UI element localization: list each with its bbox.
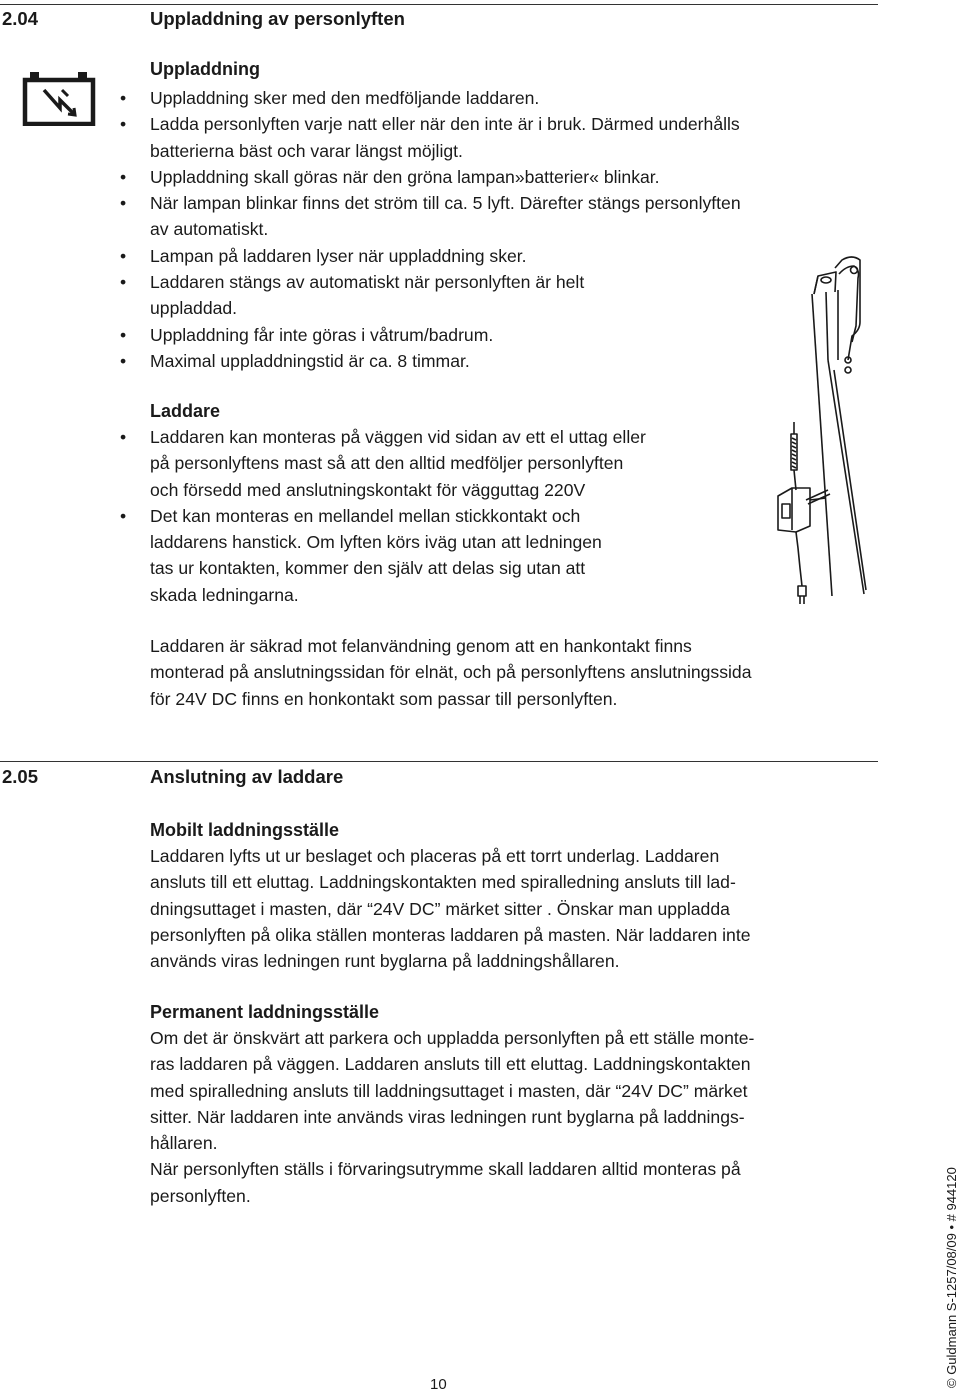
paragraph-line: ansluts till ett eluttag. Laddningskontakten med spiralledning ansluts till lad-	[150, 872, 736, 893]
bullet-icon: •	[120, 193, 127, 214]
permanent-paragraph	[150, 1025, 754, 1209]
laddare-heading: Laddare	[150, 401, 221, 421]
section-title-205: Anslutning av laddare	[150, 766, 344, 787]
bullet-icon: •	[120, 166, 127, 187]
paragraph-line: Laddaren lyfts ut ur beslaget och placeras på ett torrt underlag. Laddaren	[150, 846, 720, 866]
paragraph-line: med spiralledning ansluts till laddningsuttaget i masten, där “24V DC” märket	[150, 1080, 748, 1101]
list-item-line: batterierna bäst och varar längst möjligt.	[150, 140, 463, 161]
bullet-icon: •	[120, 272, 127, 293]
list-item-line: Lampan på laddaren lyser när uppladdning sker.	[150, 245, 527, 266]
list-item-line: tas ur kontakten, kommer den själv att delas sig utan att	[150, 558, 586, 579]
paragraph-line: monterad på anslutningssidan för elnät, och på personlyftens anslutningssida	[150, 662, 752, 683]
section-rule-top	[0, 4, 878, 5]
paragraph-line: används viras ledningen runt byglarna på laddningshållaren.	[150, 951, 620, 972]
paragraph-line: Om det är önskvärt att parkera och uppladda personlyften på ett ställe monte-	[150, 1028, 755, 1048]
paragraph-line: sitter. När laddaren inte används viras ledningen runt byglarna på laddnings-	[150, 1106, 745, 1127]
paragraph-line: Laddaren är säkrad mot felanvändning genom att en hankontakt finns	[150, 636, 692, 656]
uppladdning-heading: Uppladdning	[150, 59, 260, 79]
list-item	[120, 322, 741, 348]
list-item	[120, 111, 741, 164]
section-rule-205	[0, 761, 878, 762]
section-title: Uppladdning av personlyften	[150, 8, 405, 29]
paragraph-line: personlyften på olika ställen monteras laddaren på masten. När laddaren inte	[150, 924, 751, 945]
mobilt-heading: Mobilt laddningsställe	[150, 820, 340, 840]
list-item-line: Laddaren kan monteras på väggen vid sidan av ett el uttag eller	[150, 427, 646, 447]
list-item	[120, 85, 741, 111]
bullet-icon: •	[120, 427, 127, 447]
list-item-line: Laddaren stängs av automatiskt när personlyften är helt	[150, 272, 585, 293]
bullet-icon: •	[120, 324, 127, 345]
list-item	[120, 424, 646, 503]
laddare-list	[120, 424, 646, 608]
list-item-line: Uppladdning skall göras när den gröna lampan»batterier« blinkar.	[150, 166, 660, 187]
mobilt-paragraph	[150, 843, 751, 974]
charger-illustration	[764, 418, 864, 610]
bullet-icon: •	[120, 505, 127, 526]
list-item-line: Uppladdning sker med den medföljande laddaren.	[150, 88, 540, 108]
paragraph-line: När personlyften ställs i förvaringsutrymme skall laddaren alltid monteras på	[150, 1159, 741, 1180]
paragraph-line: dningsuttaget i masten, där “24V DC” märket sitter . Önskar man uppladda	[150, 898, 730, 919]
list-item-line: skada ledningarna.	[150, 584, 299, 605]
list-item-line: Ladda personlyften varje natt eller när den inte är i bruk. Därmed underhålls	[150, 114, 740, 135]
bullet-icon: •	[120, 114, 127, 135]
list-item	[120, 190, 741, 243]
list-item-line: och försedd med anslutningskontakt för vägguttag 220V	[150, 479, 586, 500]
list-item-line: laddarens hanstick. Om lyften körs iväg utan att ledningen	[150, 532, 602, 553]
list-item	[120, 348, 741, 374]
bullet-icon: •	[120, 350, 127, 371]
list-item-line: Uppladdning får inte göras i våtrum/badrum.	[150, 324, 494, 345]
paragraph-line: ras laddaren på väggen. Laddaren ansluts till ett eluttag. Laddningskontakten	[150, 1054, 751, 1075]
list-item-line: Det kan monteras en mellandel mellan stickkontakt och	[150, 505, 581, 526]
paragraph-line: för 24V DC finns en honkontakt som passar till personlyften.	[150, 688, 618, 709]
list-item-line: Maximal uppladdningstid är ca. 8 timmar.	[150, 350, 470, 371]
permanent-heading: Permanent laddningsställe	[150, 1002, 380, 1022]
laddare-note	[150, 633, 752, 712]
section-number: 2.04	[2, 8, 39, 29]
paragraph-line: hållaren.	[150, 1133, 218, 1154]
list-item	[120, 243, 741, 269]
list-item-line: av automatiskt.	[150, 219, 269, 240]
list-item	[120, 269, 741, 322]
list-item-line: uppladdad.	[150, 298, 238, 319]
bullet-icon: •	[120, 245, 127, 266]
page-number: 10	[430, 1376, 447, 1393]
list-item-line: När lampan blinkar finns det ström till ca. 5 lyft. Därefter stängs personlyften	[150, 193, 741, 214]
bullet-icon: •	[120, 88, 127, 108]
document-code: © Guldmann S-1257/08/09 • # 944120	[944, 1167, 959, 1388]
section-number-205: 2.05	[2, 766, 39, 787]
list-item-line: på personlyftens mast så att den alltid medföljer personlyften	[150, 453, 624, 474]
paragraph-line: personlyften.	[150, 1185, 251, 1206]
uppladdning-list	[120, 85, 741, 374]
list-item	[120, 164, 741, 190]
battery-warning-icon	[22, 70, 96, 126]
list-item	[120, 503, 646, 608]
